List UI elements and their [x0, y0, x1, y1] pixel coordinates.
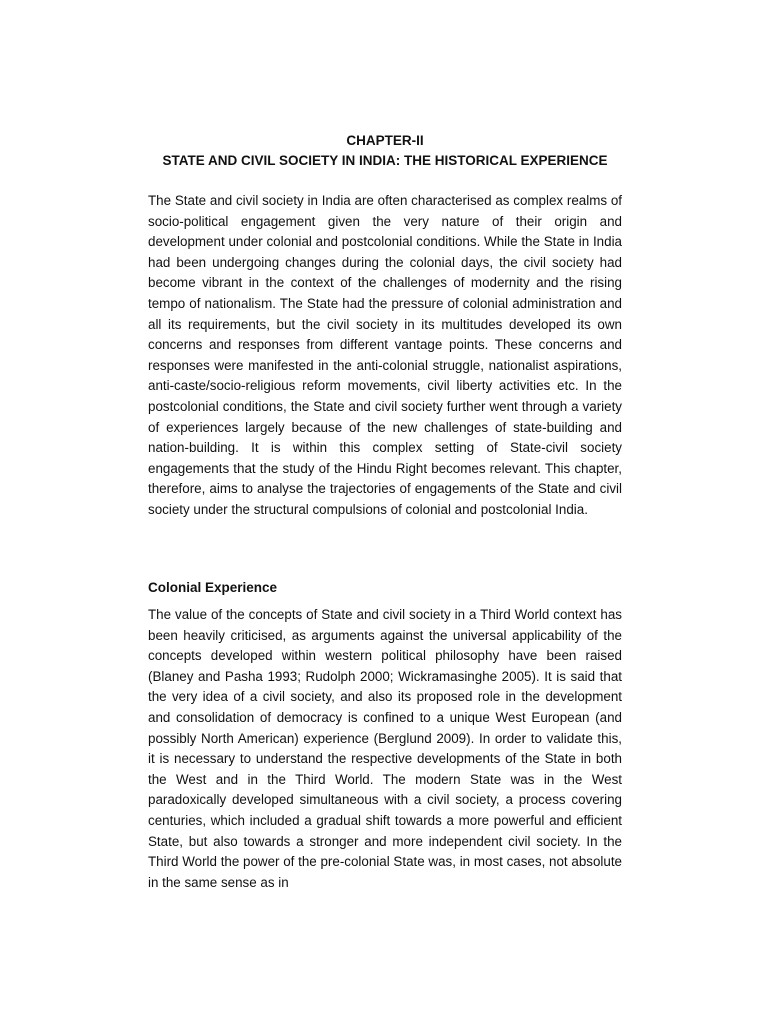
section-heading: Colonial Experience: [148, 580, 278, 595]
intro-paragraph: The State and civil society in India are often characterised as complex realms of socio-political engagement given the very nature of their origin and development under colonial and postcolonial conditions. While the State in India had been undergoing changes during the colonial days, the civil society had become vibrant in the context of the challenges of modernity and the rising tempo of nationalism. The State had the pressure of colonial administration and all its requirements, but the civil society in its multitudes developed its own concerns and responses from different vantage points. These concerns and responses were manifested in the anti-colonial struggle, nationalist aspirations, anti-caste/socio-religious reform movements, civil liberty activities etc. In the postcolonial conditions, the State and civil society further went through a variety of experiences largely because of the new challenges of state-building and nation-building. It is within this complex setting of State-civil society engagements that the study of the Hindu Right becomes relevant. This chapter, therefore, aims to analyse the trajectories of engagements of the State and civil society under the structural compulsions of colonial and postcolonial India.: [148, 193, 622, 517]
chapter-title: STATE AND CIVIL SOCIETY IN INDIA: THE HISTORICAL EXPERIENCE: [162, 153, 608, 168]
chapter-label: CHAPTER-II: [346, 133, 424, 148]
section-paragraph: The value of the concepts of State and civil society in a Third World context has been heavily criticised, as arguments against the universal applicability of the concepts developed within western political philosophy have been raised (Blaney and Pasha 1993; Rudolph 2000; Wickramasinghe 2005). It is said that the very idea of a civil society, and also its proposed role in the development and consolidation of democracy is confined to a unique West European (and possibly North American) experience (Berglund 2009). In order to validate this, it is necessary to understand the respective developments of the State in both the West and in the Third World. The modern State was in the West paradoxically developed simultaneous with a civil society, a process covering centuries, which included a gradual shift towards a more powerful and efficient State, but also towards a stronger and more independent civil society. In the Third World the power of the pre-colonial State was, in most cases, not absolute in the same sense as in: [148, 607, 622, 890]
